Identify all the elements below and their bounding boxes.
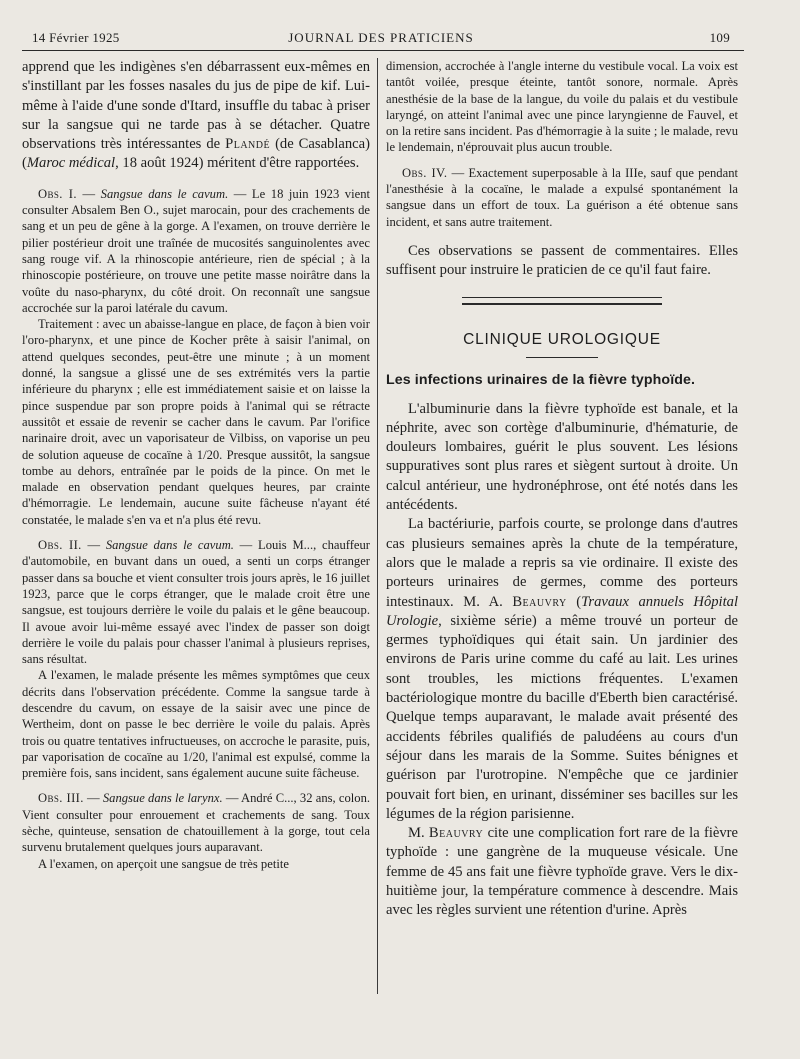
obs2-exam: A l'examen, le malade présente les mêmes symptômes que ceux décrits dans l'observation précédente. Comme la sangsue tarde à descendre du cavum, on essaye de la saisir avec une pince de Wertheim, dont on passe le bec derrière le voile du palais. Après trois ou quatre tentatives infructueuses, on accroche le parasite, puis, par vaporisation de cocaïne au 1/20, l'animal est expulsé, comme la première fois, sans incident, sans également aucune suite fâcheuse. (22, 668, 370, 781)
obs2-label: Obs. II. (38, 538, 82, 553)
obs4-paragraph (386, 165, 738, 230)
intro-author: Plandé (225, 136, 271, 153)
obs3-paragraph (22, 790, 370, 855)
article-paragraph-1: L'albuminurie dans la fièvre typhoïde est banale, et la néphrite, avec son cortège d'albuminurie, d'hématurie, de douleurs lombaires, guérit le plus souvent. Les lésions suppuratives sont plus rares et siègent surtout à droite. Un calcul antérieur, une hydronéphrose, ont été notés dans les antécédents. (386, 400, 738, 514)
p2-text-a: La bactériurie, parfois courte, se prolonge dans d'autres cas plusieurs semaines après la chute de la température, alors que le malade a repris sa vie ordinaire. Il existe des porteurs urinaires de germes, comme des porteurs intestinaux. M. A. (386, 516, 738, 610)
intro-text-a: apprend que les indigènes s'en débarrassent eux-mêmes en s'instillant par les fosses nasales du jus de pipe de kif. Lui-même à l'aide d'une sonde d'Itard, insuffle du tabac à priser sur la sangsue qui ne tarde pas à se détacher. Quatre observations très intéressantes de (22, 59, 370, 153)
obs3-text: — André C..., 32 ans, colon. Vient consulter pour enrouement et crachements de sang. Toux sèche, quinteuse, sensation de chatouillement à la gorge, tout cela survenu brutalement quelques jours auparavant. (22, 791, 371, 855)
obs3-label: Obs. III. (38, 791, 84, 806)
header-journal-title: JOURNAL DES PRATICIENS (288, 30, 474, 45)
obs1-text: — Le 18 juin 1923 vient consulter Absalem Ben O., sujet marocain, pour des crachements de sang et un peu de gêne à la gorge. A l'examen, on trouve derrière le pilier postérieur droit une traînée de mucosités sanguinolentes avec sang rouge vif. A la rhinoscopie antérieure, rien de spécial ; à la rhinoscopie postérieure, on trouve une petite masse noirâtre dans la voûte du naso-pharynx, du côté droit. On reconnaît une sangsue accrochée sur la paroi latérale du cavum. (22, 186, 370, 315)
header-rule (22, 50, 744, 51)
obs4-text: — Exactement superposable à la IIIe, sauf que pendant l'anesthésie à la cocaïne, le malade a expulsé spontanément la sangsue dans un effort de toux. La guérison a été obtenue sans incident, et sans autre traitement. (386, 165, 738, 229)
section-separator-rule (462, 297, 662, 305)
obs2-dash: — (81, 538, 106, 553)
obs1-title: Sangsue dans le cavum. (100, 186, 229, 201)
obs3-title: Sangsue dans le larynx. (102, 791, 223, 806)
p3-text-a: M. (408, 825, 429, 842)
p2-author: Beauvry (512, 593, 567, 610)
obs1-paragraph (22, 186, 370, 316)
intro-text-c: , 18 août 1924) méritent d'être rapportées. (115, 155, 360, 172)
intro-journal: Maroc médical (26, 155, 116, 172)
obs3-continuation: dimension, accrochée à l'angle interne du vestibule vocal. La voix est tantôt voilée, presque éteinte, tantôt sonore, normale. Après anesthésie de la base de la langue, du voile du palais et du vestibule laryngé, on atteint l'animal avec une pince laryngienne de Fauvel, et on la retire sans incident. Pas d'hémorragie à la suite ; le malade, revu le lendemain, n'éprouvait plus aucun trouble. (386, 59, 738, 155)
left-column (22, 58, 370, 872)
obs2-paragraph (22, 537, 370, 667)
p2-work: Travaux annuels Hôpital Urologie (386, 593, 739, 629)
p3-author: Beauvry (428, 825, 484, 842)
right-column (386, 58, 738, 921)
column-divider (377, 58, 378, 994)
p2-text-b: ( (566, 593, 582, 610)
p3-text-b: cite une complication fort rare de la fièvre typhoïde : une gangrène de la muqueuse vésicale. Une femme de 45 ans fait une fièvre typhoïde grave. Vers le dix-huitième jour, la température commence à descendre. Mais avec les règles survient une rétention d'urine. Après (386, 825, 738, 919)
article-paragraph-2 (386, 515, 738, 824)
obs2-text: — Louis M..., chauffeur d'automobile, en buvant dans un oued, a senti un corps étranger passer dans sa bouche et vient consulter trois jours après, le 16 juillet 1923, parce que le corps étranger, que le malade croit être une sangsue, est toujours derrière le voile du palais et le gêne beaucoup. Il avoue avoir lui-même essayé avec l'index de passer son doigt derrière le voile du palais pour chasser l'animal à plusieurs reprises, sans résultat. (22, 538, 370, 667)
obs1-dash: — (76, 186, 101, 201)
header-date: 14 Février 1925 (32, 30, 120, 45)
obs3-exam: A l'examen, on aperçoit une sangsue de très petite (38, 856, 289, 871)
obs3-dash: — (83, 791, 103, 806)
page-header (32, 30, 730, 46)
intro-text-b: (de Casablanca) ( (22, 136, 370, 172)
intro-paragraph (22, 58, 370, 174)
closing-paragraph: Ces observations se passent de commentaires. Elles suffisent pour instruire le praticien de ce qu'il faut faire. (386, 242, 738, 279)
obs4-label: Obs. IV. (402, 165, 448, 180)
section-title: CLINIQUE UROLOGIQUE (463, 330, 661, 348)
obs1-treatment: Traitement : avec un abaisse-langue en place, de façon à bien voir l'oro-pharynx, et une pince de Kocher prête à saisir l'animal, on attend quelques secondes, peut-être une minute ; à un moment donné, la sangsue a glissé une de ses extrémités vers la partie inférieure du pharynx ; elle est immédiatement saisie et on laisse la pince suspendue par son propre poids à l'animal qui se rétracte aussitôt et essaie de revenir se cacher dans le cavum. Par l'orifice narinaire droit, avec un vaporisateur de Vilbiss, on vaporise un peu de solution aqueuse de cocaïne à 1/20. Presque aussitôt, la sangsue tombe au dehors, entraînée par le poids de la pince. On met le malade en observation pendant quelques heures, par crainte d'hémorragie. Le lendemain, aucune suite fâcheuse n'ayant été constatée, le malade s'en va et n'a plus été revu. (22, 317, 370, 527)
section-title-rule (526, 357, 598, 358)
article-title: Les infections urinaires de la fièvre typhoïde. (386, 371, 696, 388)
article-paragraph-3 (386, 824, 738, 920)
p2-text-c: , sixième série) a même trouvé un porteur de germes typhoïdiques qui était sain. Un jardinier des environs de Paris urine comme du café au lait. Les urines sont troubles, les mictions fréquentes. L'examen bactériologique montre du bacille d'Eberth bien caractérisé. Quelque temps auparavant, le malade avait présenté des accidents fébriles qualifiés de paludéens au cours d'un séjour dans les marais de la Somme. Suites bénignes et guérison par l'urotropine. N'empêche que ce jardinier pouvait fort bien, en urinant, disséminer ses bacilles sur les légumes de la région parisienne. (386, 612, 738, 822)
header-page-number: 109 (709, 30, 730, 45)
obs1-label: Obs. I. (38, 186, 77, 201)
obs2-title: Sangsue dans le cavum. (105, 538, 234, 553)
